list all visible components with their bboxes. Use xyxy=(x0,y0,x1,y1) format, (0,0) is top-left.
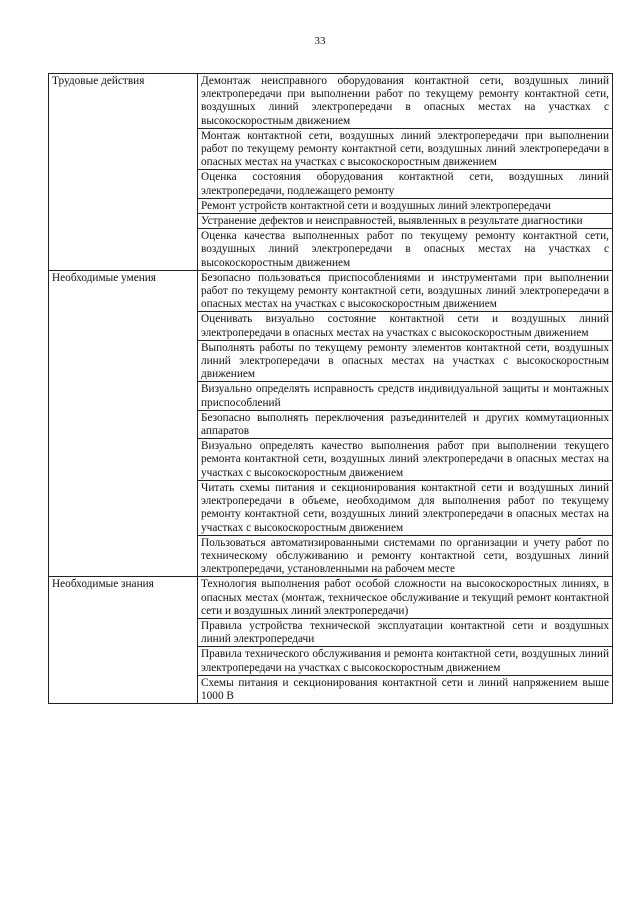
table-cell: Демонтаж неисправного оборудования контактной сети, воздушных линий электропередачи при выполнении работ по текущему ремонту контактной сети, воздушных линий электропередачи в опасных местах на участках с высокоскоростным движением xyxy=(198,74,613,129)
table-cell: Безопасно выполнять переключения разъединителей и других коммутационных аппаратов xyxy=(198,410,613,438)
table-cell: Правила технического обслуживания и ремонта контактной сети, воздушных линий электропередачи на участках с высокоскоростным движением xyxy=(198,647,613,675)
table-row xyxy=(49,74,613,129)
table-cell: Читать схемы питания и секционирования контактной сети и воздушных линий электропередачи в объеме, необходимом для выполнения работ по текущему ремонту контактной сети, воздушных линий электропередачи в опасных местах на участках с высокоскоростным движением xyxy=(198,480,613,535)
table-cell: Выполнять работы по текущему ремонту элементов контактной сети, воздушных линий электропередачи в опасных местах на участках с высокоскоростным движением xyxy=(198,340,613,382)
section-label-required-knowledge: Необходимые знания xyxy=(49,577,198,704)
table-row xyxy=(49,270,613,312)
table-cell: Схемы питания и секционирования контактной сети и линий напряжением выше 1000 В xyxy=(198,675,613,703)
table-cell: Безопасно пользоваться приспособлениями и инструментами при выполнении работ по текущему ремонту контактной сети, воздушных линий электропередачи в опасных местах на участках с высокоскоростным движением xyxy=(198,270,613,312)
table-cell: Визуально определять качество выполнения работ при выполнении текущего ремонта контактной сети, воздушных линий электропередачи в опасных местах на участках с высокоскоростным движением xyxy=(198,439,613,481)
table-row xyxy=(49,577,613,619)
table-cell: Ремонт устройств контактной сети и воздушных линий электропередачи xyxy=(198,198,613,213)
table-cell: Устранение дефектов и неисправностей, выявленных в результате диагностики xyxy=(198,214,613,229)
table-cell: Монтаж контактной сети, воздушных линий электропередачи при выполнении работ по текущему ремонту контактной сети, воздушных линий электропередачи в опасных местах на участках с высокоскоростным движением xyxy=(198,128,613,170)
table-cell: Правила устройства технической эксплуатации контактной сети и воздушных линий электропередачи xyxy=(198,618,613,646)
table-cell: Оценка состояния оборудования контактной сети, воздушных линий электропередачи, подлежащего ремонту xyxy=(198,170,613,198)
table-cell: Визуально определять исправность средств индивидуальной защиты и монтажных приспособлений xyxy=(198,382,613,410)
page-number: 33 xyxy=(314,35,326,47)
table-cell: Оценка качества выполненных работ по текущему ремонту контактной сети, воздушных линий электропередачи в опасных местах на участках с высокоскоростным движением xyxy=(198,229,613,271)
table-cell: Технология выполнения работ особой сложности на высокоскоростных линиях, в опасных местах (монтаж, техническое обслуживание и текущий ремонт контактной сети и воздушных линий электропередачи) xyxy=(198,577,613,619)
section-label-labor-actions: Трудовые действия xyxy=(49,74,198,271)
competency-table xyxy=(48,73,613,704)
table-cell: Пользоваться автоматизированными системами по организации и учету работ по техническому обслуживанию и ремонту контактной сети, воздушных линий электропередачи, установленными на рабочем месте xyxy=(198,535,613,577)
table-cell: Оценивать визуально состояние контактной сети и воздушных линий электропередачи в опасных местах на участках с высокоскоростным движением xyxy=(198,312,613,340)
section-label-required-skills: Необходимые умения xyxy=(49,270,198,576)
